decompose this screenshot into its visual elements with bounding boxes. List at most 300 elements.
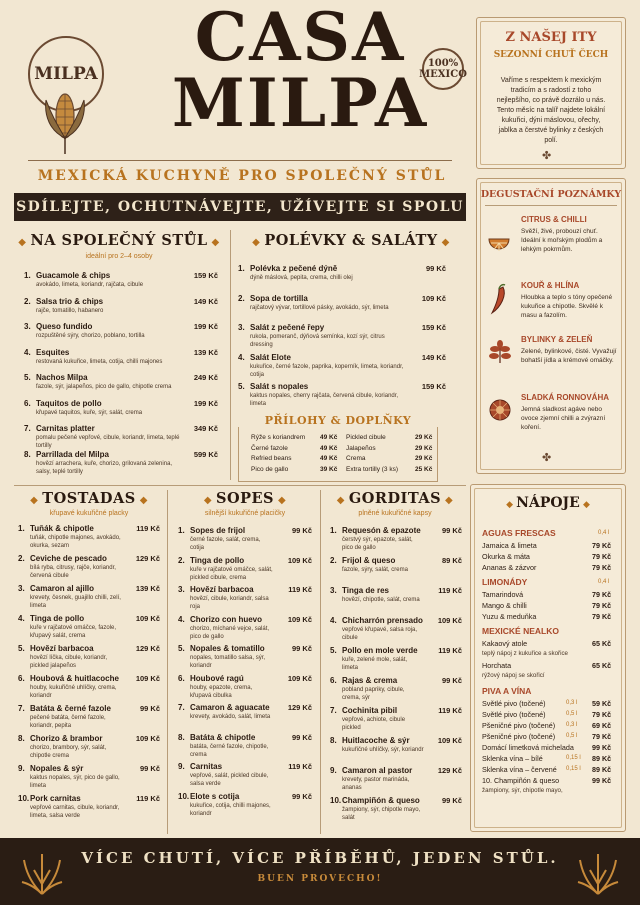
menu-item bbox=[18, 614, 160, 644]
menu-item bbox=[24, 424, 218, 450]
item-price: 99 Kč bbox=[139, 704, 160, 713]
item-name: Pork carnitas bbox=[30, 794, 81, 803]
footer bbox=[0, 838, 640, 905]
drink-size: 0,5 l bbox=[566, 711, 578, 717]
item-number: 3. bbox=[238, 323, 245, 332]
item-price: 109 Kč bbox=[135, 674, 160, 683]
item-number: 8. bbox=[178, 732, 185, 742]
item-price: 249 Kč bbox=[193, 373, 218, 382]
item-name: Houbová & huitlacoche bbox=[30, 674, 119, 683]
menu-item bbox=[178, 585, 312, 615]
sopes-subtitle: silnější kukuřičné placičky bbox=[204, 510, 286, 517]
side-name: Crema bbox=[346, 455, 366, 462]
item-number: 2. bbox=[24, 296, 31, 306]
item-price: 99 Kč bbox=[441, 526, 462, 535]
menu-item bbox=[18, 674, 160, 704]
item-number: 4. bbox=[330, 616, 337, 625]
item-price: 129 Kč bbox=[135, 644, 160, 653]
note-text-2: Hloubka a teplo s tóny opečené kukuřice a chipotle. Skvělé k masu a fazolím. bbox=[521, 294, 613, 319]
item-description: rajče, tomatillo, habanero bbox=[36, 307, 104, 314]
menu-item bbox=[18, 644, 160, 674]
item-price: 99 Kč bbox=[139, 764, 160, 773]
menu-item bbox=[238, 323, 446, 353]
item-number: 8. bbox=[18, 734, 25, 743]
item-name: Parrillada del Milpa bbox=[36, 449, 109, 459]
season-subtitle: SEZONNÍ CHUŤ ČECH bbox=[493, 50, 609, 60]
item-number: 1. bbox=[18, 524, 25, 533]
side-price: 29 Kč bbox=[415, 434, 433, 441]
item-name: Salsa trio & chips bbox=[36, 296, 104, 306]
drink-note: žampiony, sýr, chipotle mayo, bbox=[482, 787, 563, 794]
item-description: tuňák, chipotle majones, avokádo, okurka, sezam bbox=[30, 535, 121, 549]
footer-slogan: VÍCE CHUTÍ, VÍCE PŘÍBĚHŮ, JEDEN STŮL. bbox=[81, 849, 559, 867]
item-description: kuře v rajčatové omáčce, fazole, křupavý salát, crema bbox=[30, 625, 117, 639]
item-description: rozpuštěné sýry, chorizo, poblano, tortilla bbox=[36, 333, 145, 339]
item-number: 8. bbox=[24, 449, 31, 459]
item-description: hovězí líčka, cibule, koriandr, pickled jalapeños bbox=[30, 655, 108, 669]
item-number: 3. bbox=[18, 584, 25, 593]
drink-price: 79 Kč bbox=[592, 612, 612, 621]
drink-price: 79 Kč bbox=[592, 601, 612, 610]
item-name: Esquites bbox=[36, 347, 70, 357]
item-price: 119 Kč bbox=[136, 794, 160, 803]
item-description: hovězí arrachera, kuře, chorizo, grilovaná zelenina, salsy, teplé tortilly bbox=[36, 460, 173, 475]
item-price: 119 Kč bbox=[438, 646, 462, 655]
drink-name: Kakaový atole bbox=[482, 639, 528, 648]
item-number: 9. bbox=[330, 766, 337, 775]
item-price: 109 Kč bbox=[135, 614, 160, 623]
side-price: 49 Kč bbox=[320, 455, 338, 462]
menu-item bbox=[238, 294, 446, 324]
drink-size: 0,3 l bbox=[566, 722, 578, 728]
item-description: vepřové, achiote, cibule pickled bbox=[342, 717, 406, 731]
side-name: Extra tortilly (3 ks) bbox=[346, 465, 399, 473]
item-description: kaktus nopales, sýr, pico de gallo, limeta bbox=[30, 775, 120, 789]
menu-item bbox=[238, 382, 446, 412]
item-number: 4. bbox=[24, 347, 31, 357]
side-name: Pico de gallo bbox=[251, 465, 289, 473]
sides-title: PŘÍLOHY & DOPLŇKY bbox=[238, 414, 438, 427]
sopes-title: ◆ SOPES ◆ bbox=[203, 490, 287, 507]
item-name: Huitlacoche & sýr bbox=[342, 736, 410, 745]
side-name: Refried beans bbox=[251, 455, 292, 462]
side-price: 25 Kč bbox=[415, 465, 433, 473]
note-name-4: SLADKÁ RONNOVÁHA bbox=[521, 393, 609, 402]
item-name: Carnitas bbox=[190, 762, 223, 771]
page-subtitle: MEXICKÁ KUCHYNĚ PRO SPOLEČNÝ STŮL bbox=[37, 168, 447, 184]
citrus-icon bbox=[485, 223, 513, 251]
item-name: Chicharrón prensado bbox=[342, 616, 423, 625]
drink-size: 0,15 l bbox=[566, 766, 581, 772]
item-price: 599 Kč bbox=[193, 449, 218, 459]
menu-item bbox=[330, 736, 462, 766]
item-number: 4. bbox=[18, 614, 25, 623]
item-description: pobland papriky, cibule, crema, sýr bbox=[342, 687, 405, 701]
item-number: 5. bbox=[238, 382, 245, 391]
item-description: nopales, tomatillo salsa, sýr, koriandr bbox=[190, 655, 266, 669]
chili-icon bbox=[487, 283, 511, 315]
item-price: 99 Kč bbox=[291, 526, 312, 535]
item-name: Chorizo & brambor bbox=[30, 734, 103, 743]
drink-price: 89 Kč bbox=[592, 754, 612, 763]
item-name: Tinga de pollo bbox=[30, 614, 85, 623]
item-price: 149 Kč bbox=[193, 296, 218, 306]
item-description: kaktus nopales, cherry rajčata, červená cibule, koriandr, limeta bbox=[250, 393, 399, 407]
header-divider bbox=[28, 160, 452, 161]
item-number: 7. bbox=[178, 703, 185, 712]
item-name: Tinga de res bbox=[342, 586, 389, 595]
item-name: Sopes de frijol bbox=[190, 526, 246, 535]
footer-greeting: BUEN PROVECHO! bbox=[257, 874, 383, 884]
item-description: žampiony, sýr, chipotle mayo, salát bbox=[342, 807, 421, 821]
side-price: 49 Kč bbox=[320, 434, 338, 441]
menu-item bbox=[238, 264, 446, 294]
item-number: 4. bbox=[178, 614, 185, 624]
drink-price: 89 Kč bbox=[592, 765, 612, 774]
item-number: 9. bbox=[18, 764, 25, 773]
item-number: 9. bbox=[178, 762, 185, 771]
item-price: 89 Kč bbox=[441, 556, 462, 565]
item-name: Cochinita pibil bbox=[342, 706, 398, 715]
item-price: 159 Kč bbox=[193, 271, 218, 280]
drink-name: Sklenka vína – bílé bbox=[482, 754, 543, 763]
item-name: Hovězí barbacoa bbox=[30, 644, 94, 653]
item-description: kukuřice, černé fazole, paprika, koperník, limeta, koriandr, cotija bbox=[250, 363, 404, 378]
menu-item bbox=[178, 733, 312, 763]
seal-right-text: 100% MEXICO bbox=[419, 58, 467, 80]
drink-name: Yuzu & meduňka bbox=[482, 612, 537, 621]
item-price: 109 Kč bbox=[287, 555, 312, 565]
item-price: 109 Kč bbox=[135, 734, 160, 743]
item-description: krevety, avokádo, salát, limeta bbox=[190, 714, 271, 720]
leaf-ornament-icon: ✤ bbox=[542, 150, 552, 162]
menu-item bbox=[18, 524, 160, 554]
item-name: Camaron al ajillo bbox=[30, 584, 95, 593]
menu-item bbox=[178, 792, 312, 822]
item-number: 3. bbox=[24, 322, 31, 331]
item-description: rajčatový vývar, tortillové pásky, avokádo, sýr, limeta bbox=[250, 304, 389, 311]
agave-icon bbox=[576, 844, 620, 896]
item-name: Nopales & tomatillo bbox=[190, 644, 265, 653]
item-description: fazole, sýr, jalapeños, pico de gallo, chipotle crema bbox=[36, 384, 172, 390]
item-number: 2. bbox=[238, 293, 245, 303]
item-price: 139 Kč bbox=[193, 347, 218, 357]
side-price: 29 Kč bbox=[415, 455, 433, 462]
item-price: 119 Kč bbox=[136, 524, 160, 533]
item-description: pečené batáta, černé fazole, koriandr, pepita bbox=[30, 715, 106, 729]
item-name: Queso fundido bbox=[36, 322, 93, 331]
menu-item bbox=[18, 734, 160, 764]
menu-item bbox=[178, 644, 312, 674]
mexico-seal-right bbox=[419, 48, 467, 90]
item-name: Sopa de tortilla bbox=[250, 293, 308, 303]
item-description: bílá ryba, citrusy, rajče, koriandr, červená cibule bbox=[30, 565, 116, 579]
item-name: Tuňák & chipotle bbox=[30, 524, 94, 533]
note-name-3: BYLINKY & ZELEŇ bbox=[521, 335, 593, 344]
menu-item bbox=[18, 554, 160, 584]
drink-size: 0,3 l bbox=[566, 700, 578, 706]
item-name: Salát s nopales bbox=[250, 382, 309, 391]
item-number: 4. bbox=[238, 352, 245, 362]
note-text-1: Svěží, živé, probouzí chuť. Ideální k mořským plodům a lehkým pokrmům. bbox=[521, 228, 603, 253]
item-price: 99 Kč bbox=[425, 264, 446, 273]
side-name: Jalapeños bbox=[346, 444, 376, 452]
menu-item bbox=[24, 373, 218, 399]
item-name: Taquitos de pollo bbox=[36, 398, 102, 408]
item-description: chorizo, brambory, sýr, salát, chipotle crema bbox=[30, 745, 107, 759]
title-casa: CASA bbox=[194, 0, 406, 76]
side-name: Černé fazole bbox=[251, 444, 288, 452]
item-number: 1. bbox=[238, 264, 245, 273]
item-name: Salát Elote bbox=[250, 352, 291, 362]
item-price: 119 Kč bbox=[438, 706, 462, 715]
menu-item bbox=[18, 584, 160, 614]
drink-price: 79 Kč bbox=[592, 541, 612, 550]
item-name: Polévka z pečené dýně bbox=[250, 264, 338, 273]
menu-item bbox=[178, 615, 312, 645]
item-description: dýně máslová, pepita, crema, chilli olej bbox=[250, 275, 353, 281]
item-description: rukola, pomeranč, dýňová semínka, kozí sýr, citrus dressing bbox=[250, 334, 385, 348]
item-name: Chorizo con huevo bbox=[190, 614, 262, 624]
item-number: 2. bbox=[18, 554, 25, 563]
drink-price: 69 Kč bbox=[592, 721, 612, 730]
item-number: 10. bbox=[178, 791, 190, 801]
item-price: 139 Kč bbox=[135, 584, 160, 593]
gorditas-subtitle: plněné kukuřičné kapsy bbox=[358, 510, 432, 517]
gorditas-title: ◆ GORDITAS ◆ bbox=[336, 490, 454, 507]
item-price: 109 Kč bbox=[287, 673, 312, 683]
item-name: Champiñón & queso bbox=[342, 796, 420, 805]
item-description: kukuřice, cotija, chilli majones, koriandr bbox=[190, 802, 271, 817]
item-number: 5. bbox=[18, 644, 25, 653]
note-name-2: KOUŘ & HLÍNA bbox=[521, 281, 580, 290]
item-name: Guacamole & chips bbox=[36, 271, 111, 280]
corn-icon bbox=[40, 86, 90, 156]
sides-box bbox=[238, 424, 438, 482]
menu-item bbox=[330, 676, 462, 706]
menu-item bbox=[330, 616, 462, 646]
item-number: 3. bbox=[330, 586, 337, 595]
side-price: 29 Kč bbox=[415, 444, 433, 452]
drink-name: Jamaica & limeta bbox=[482, 541, 537, 550]
drink-group-title: MEXICKÉ NEALKO bbox=[482, 626, 559, 636]
season-text: Vaříme s respektem k mexickým tradicím a s radostí z toho nejlepšího, co právě dozrálo u nás. Tento měsíc na talíř najdete lokální kukuřici, dýni máslovou, ořechy, jablka a čerstvé bylinky z českých polí. bbox=[496, 77, 606, 144]
item-number: 7. bbox=[18, 704, 25, 713]
item-description: vepřové křupavé, salsa roja, cibule bbox=[342, 627, 418, 641]
item-price: 119 Kč bbox=[288, 762, 312, 771]
menu-item bbox=[178, 703, 312, 733]
menu-item bbox=[24, 348, 218, 374]
item-price: 159 Kč bbox=[421, 382, 446, 391]
item-description: vepřové carnitas, cibule, koriandr, limeta, salsa verde bbox=[30, 805, 120, 819]
drink-price: 65 Kč bbox=[592, 639, 612, 648]
sharing-subtitle: ideální pro 2–4 osoby bbox=[85, 253, 153, 260]
item-name: Hovězí barbacoa bbox=[190, 585, 254, 594]
item-price: 129 Kč bbox=[287, 703, 312, 712]
menu-item bbox=[178, 526, 312, 556]
item-description: chorizo, míchané vejce, salát, pico de gallo bbox=[190, 625, 270, 640]
menu-item bbox=[178, 556, 312, 586]
season-title: Z NAŠEJ ITY bbox=[505, 30, 597, 45]
item-price: 99 Kč bbox=[291, 732, 312, 742]
item-price: 109 Kč bbox=[421, 293, 446, 303]
item-name: Elote s cotija bbox=[190, 791, 240, 801]
drink-name: Okurka & máta bbox=[482, 552, 530, 561]
item-number: 5. bbox=[330, 646, 337, 655]
drink-group-size: 0,4 l bbox=[598, 530, 610, 536]
item-price: 99 Kč bbox=[291, 644, 312, 653]
tostadas-subtitle: křupavé kukuřičné placky bbox=[49, 510, 129, 517]
item-description: restovaná kukuřice, limeta, cotija, chilli majones bbox=[36, 358, 163, 365]
menu-item bbox=[178, 674, 312, 704]
item-price: 159 Kč bbox=[421, 323, 446, 332]
item-description: kukuřičné uhlíčky, sýr, koriandr bbox=[342, 747, 424, 753]
item-price: 109 Kč bbox=[437, 736, 462, 745]
note-name-1: CITRUS & CHILLI bbox=[521, 215, 587, 224]
item-description: hovězí, chipotle, salát, crema bbox=[342, 597, 420, 603]
item-number: 6. bbox=[18, 674, 25, 683]
drink-name: 10. Champiñón & queso bbox=[482, 776, 560, 785]
item-description: vepřové, salát, pickled cibule, salsa verde bbox=[190, 773, 269, 787]
drink-name: Pšeničné pivo (točené) bbox=[482, 721, 556, 730]
item-number: 6. bbox=[330, 676, 337, 685]
item-price: 129 Kč bbox=[135, 554, 160, 563]
item-number: 3. bbox=[178, 585, 185, 594]
drinks-title: ◆ NÁPOJE ◆ bbox=[506, 495, 590, 511]
item-description: čerstvý sýr, epazote, salát, pico de gallo bbox=[342, 537, 413, 551]
menu-item bbox=[178, 762, 312, 792]
item-price: 199 Kč bbox=[193, 322, 218, 331]
drink-group-title: LIMONÁDY bbox=[482, 577, 528, 587]
column-divider bbox=[230, 230, 231, 480]
item-description: houby, kukuřičné uhlíčky, crema, koriandr bbox=[30, 685, 117, 699]
item-name: Frijol & queso bbox=[342, 556, 396, 565]
item-name: Houbové ragú bbox=[190, 673, 244, 683]
item-price: 99 Kč bbox=[441, 676, 462, 685]
menu-item bbox=[18, 794, 160, 824]
item-name: Carnitas platter bbox=[36, 424, 95, 433]
drink-group-title: PIVA A VÍNA bbox=[482, 686, 532, 696]
drink-price: 65 Kč bbox=[592, 661, 612, 670]
drink-note: rýžový nápoj se skořicí bbox=[482, 672, 545, 679]
item-number: 1. bbox=[24, 271, 31, 280]
item-name: Tinga de pollo bbox=[190, 555, 245, 565]
item-description: houby, epazote, crema, křupavá cibulka bbox=[190, 684, 253, 699]
herb-icon bbox=[487, 339, 513, 365]
menu-item bbox=[330, 766, 462, 796]
item-description: křupavé taquitos, kuře, sýr, salát, crema bbox=[36, 409, 143, 416]
note-text-3: Zelené, bylinkové, čisté. Vyvažují bohatší jídla a krémové omáčky. bbox=[521, 348, 617, 364]
drink-price: 79 Kč bbox=[592, 552, 612, 561]
drink-group-title: AGUAS FRESCAS bbox=[482, 528, 556, 538]
note-text-4: Jemná sladkost agáve nebo ovoce zjemní chilli a zvýrazní koření. bbox=[521, 406, 606, 431]
drink-name: Mango & chilli bbox=[482, 601, 527, 610]
item-name: Requesón & epazote bbox=[342, 526, 421, 535]
menu-item bbox=[330, 586, 462, 616]
item-name: Salát z pečené řepy bbox=[250, 323, 325, 332]
item-number: 10. bbox=[330, 796, 342, 805]
sharing-title: ◆ NA SPOLEČNÝ STŮL ◆ bbox=[18, 232, 220, 249]
item-description: hovězí, cibule, koriandr, salsa roja bbox=[190, 596, 269, 610]
item-number: 10. bbox=[18, 794, 30, 803]
drink-price: 99 Kč bbox=[592, 743, 612, 752]
drink-name: Sklenka vína – červené bbox=[482, 765, 557, 774]
menu-item bbox=[330, 556, 462, 586]
item-name: Camaron & aguacate bbox=[190, 703, 270, 712]
season-box bbox=[476, 17, 626, 169]
tostadas-title: ◆ TOSTADAS ◆ bbox=[30, 490, 148, 507]
item-description: batáta, černé fazole, chipotle, crema bbox=[190, 743, 269, 758]
drink-price: 79 Kč bbox=[592, 732, 612, 741]
drink-name: Horchata bbox=[482, 661, 512, 670]
menu-item bbox=[330, 526, 462, 556]
item-name: Camaron al pastor bbox=[342, 766, 413, 775]
column-divider bbox=[167, 490, 168, 834]
item-number: 1. bbox=[178, 526, 185, 535]
item-description: pomalu pečené vepřové, cibule, koriandr, limeta, teplé tortilly bbox=[36, 435, 180, 449]
item-price: 349 Kč bbox=[193, 424, 218, 433]
item-number: 6. bbox=[178, 673, 185, 683]
item-name: Pollo en mole verde bbox=[342, 646, 418, 655]
item-name: Nopales & sýr bbox=[30, 764, 84, 773]
item-number: 8. bbox=[330, 736, 337, 745]
item-price: 149 Kč bbox=[421, 352, 446, 362]
item-description: kuře v rajčatové omáčce, salát, pickled cibule, crema bbox=[190, 566, 273, 581]
drink-name: Pšeničné pivo (točené) bbox=[482, 732, 556, 741]
drink-name: Tamarindová bbox=[482, 590, 524, 599]
item-description: kuře, zelené mole, salát, limeta bbox=[342, 657, 408, 671]
drink-note: teplý nápoj z kukuřice a skořice bbox=[482, 650, 568, 657]
drink-price: 79 Kč bbox=[592, 710, 612, 719]
menu-item bbox=[18, 764, 160, 794]
item-price: 109 Kč bbox=[287, 614, 312, 624]
banner: SDÍLEJTE, OCHUTNÁVEJTE, UŽÍVEJTE SI SPOLU bbox=[14, 193, 466, 221]
item-number: 1. bbox=[330, 526, 337, 535]
item-name: Ceviche de pescado bbox=[30, 554, 107, 563]
item-price: 199 Kč bbox=[193, 398, 218, 408]
side-price: 39 Kč bbox=[320, 465, 338, 473]
item-description: avokádo, limeta, koriandr, rajčata, cibule bbox=[36, 282, 144, 288]
column-divider bbox=[320, 490, 321, 834]
drink-name: Světlé pivo (točené) bbox=[482, 710, 546, 719]
menu-item bbox=[330, 646, 462, 676]
side-name: Rýže s koriandrem bbox=[251, 434, 306, 441]
item-number: 7. bbox=[24, 424, 31, 433]
side-price: 49 Kč bbox=[320, 444, 338, 452]
menu-item bbox=[330, 706, 462, 736]
drink-price: 79 Kč bbox=[592, 563, 612, 572]
section-divider bbox=[14, 485, 466, 486]
item-name: Batáta & chipotle bbox=[190, 732, 256, 742]
side-name: Pickled cibule bbox=[346, 434, 386, 441]
soups-title: ◆ POLÉVKY & SALÁTY ◆ bbox=[252, 232, 450, 249]
item-name: Rajas & crema bbox=[342, 676, 398, 685]
drink-size: 0,15 l bbox=[566, 755, 581, 761]
menu-item bbox=[330, 796, 462, 826]
drink-price: 59 Kč bbox=[592, 699, 612, 708]
tasting-title: DEGUSTAČNÍ POZNÁMKY bbox=[480, 189, 622, 200]
seal-left-text: MILPA bbox=[34, 64, 98, 84]
sweet-icon bbox=[487, 397, 513, 423]
tasting-box bbox=[476, 178, 626, 474]
drink-name: Světlé pivo (točené) bbox=[482, 699, 546, 708]
item-number: 2. bbox=[178, 555, 185, 565]
menu-item bbox=[24, 271, 218, 297]
item-number: 6. bbox=[24, 398, 31, 408]
menu-item bbox=[24, 399, 218, 425]
item-number: 2. bbox=[330, 556, 337, 565]
drink-name: Ananas & zázvor bbox=[482, 563, 537, 572]
